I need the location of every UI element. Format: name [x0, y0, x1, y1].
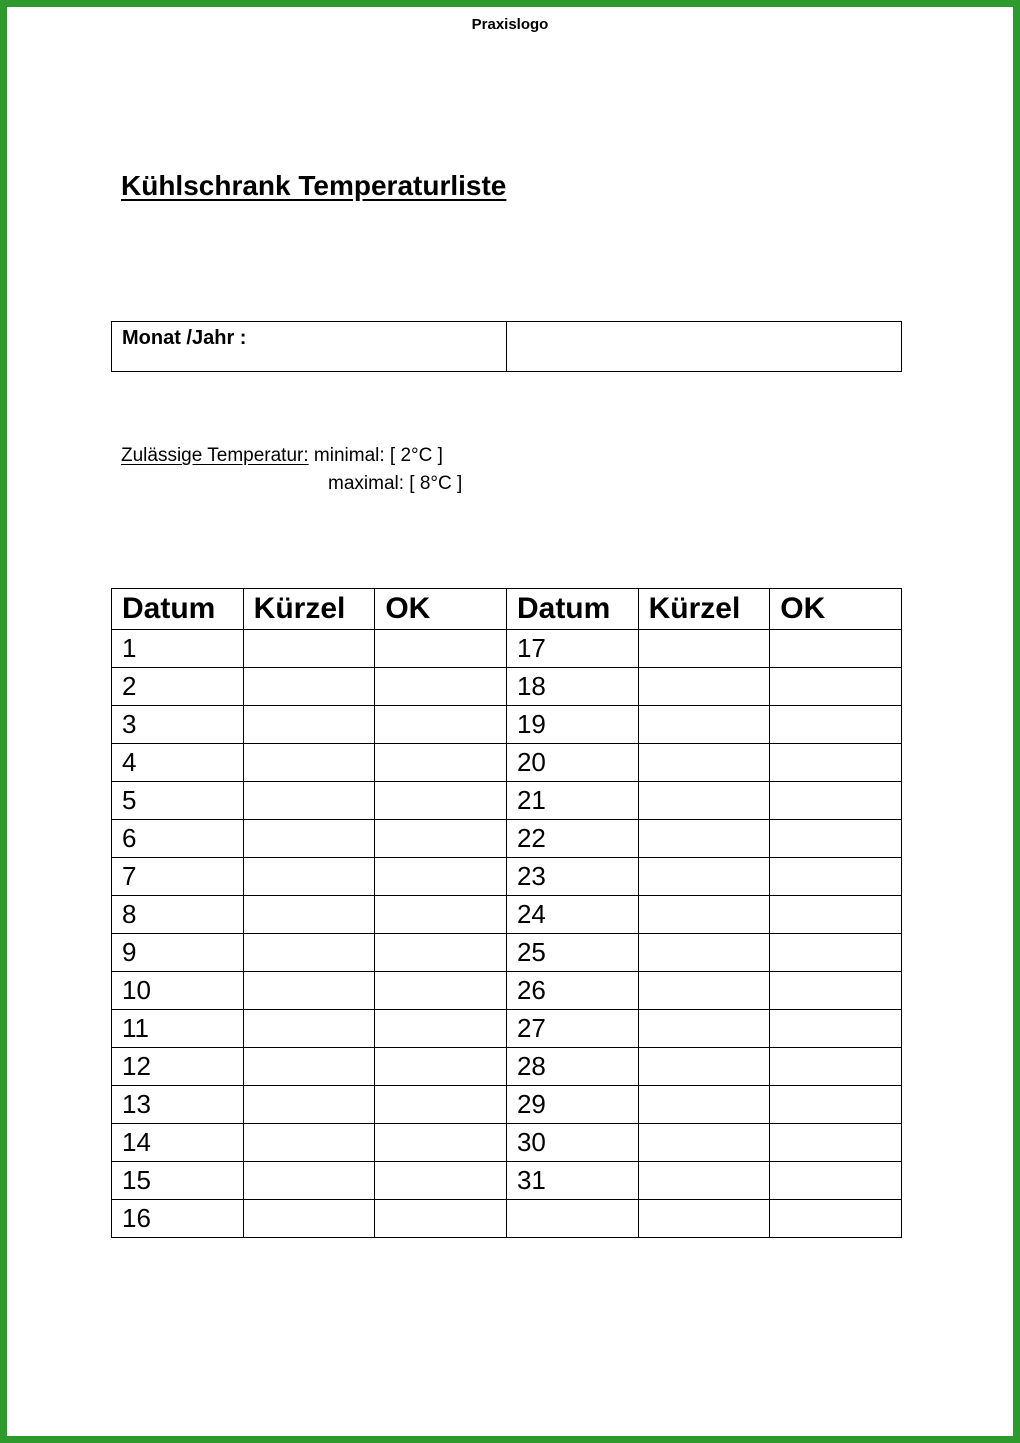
initials-cell-right[interactable]: [638, 706, 770, 744]
ok-cell-right[interactable]: [770, 668, 902, 706]
initials-cell-left[interactable]: [243, 630, 375, 668]
ok-cell-left[interactable]: [375, 820, 507, 858]
table-row: [112, 1048, 902, 1086]
column-header-ok-left: OK: [375, 589, 507, 630]
day-cell-right: 22: [506, 820, 638, 858]
allowed-temperature-block: [121, 442, 462, 498]
ok-cell-right[interactable]: [770, 1124, 902, 1162]
day-cell-right: 21: [506, 782, 638, 820]
day-cell-left: 15: [112, 1162, 244, 1200]
ok-cell-left[interactable]: [375, 782, 507, 820]
ok-cell-left[interactable]: [375, 858, 507, 896]
table-row: [112, 858, 902, 896]
column-header-ok-right: OK: [770, 589, 902, 630]
table-row: [112, 782, 902, 820]
ok-cell-left[interactable]: [375, 1010, 507, 1048]
initials-cell-right[interactable]: [638, 1010, 770, 1048]
ok-cell-right[interactable]: [770, 896, 902, 934]
ok-cell-right[interactable]: [770, 858, 902, 896]
table-row: [112, 896, 902, 934]
ok-cell-right[interactable]: [770, 820, 902, 858]
temperature-log-table: [111, 588, 902, 1238]
ok-cell-left[interactable]: [375, 706, 507, 744]
day-cell-left: 1: [112, 630, 244, 668]
initials-cell-left[interactable]: [243, 1010, 375, 1048]
day-cell-right: 25: [506, 934, 638, 972]
column-header-initials-left: Kürzel: [243, 589, 375, 630]
ok-cell-left[interactable]: [375, 630, 507, 668]
month-year-table: [111, 321, 902, 372]
day-cell-right: 30: [506, 1124, 638, 1162]
table-row: [112, 972, 902, 1010]
ok-cell-right[interactable]: [770, 706, 902, 744]
day-cell-right: 24: [506, 896, 638, 934]
initials-cell-left[interactable]: [243, 934, 375, 972]
ok-cell-left[interactable]: [375, 972, 507, 1010]
day-cell-right: 27: [506, 1010, 638, 1048]
day-cell-right: 28: [506, 1048, 638, 1086]
initials-cell-left[interactable]: [243, 1124, 375, 1162]
day-cell-left: 12: [112, 1048, 244, 1086]
ok-cell-left[interactable]: [375, 744, 507, 782]
initials-cell-left[interactable]: [243, 706, 375, 744]
day-cell-left: 4: [112, 744, 244, 782]
initials-cell-right[interactable]: [638, 1200, 770, 1238]
day-cell-left: 5: [112, 782, 244, 820]
ok-cell-left[interactable]: [375, 668, 507, 706]
table-body: [112, 630, 902, 1238]
initials-cell-left[interactable]: [243, 972, 375, 1010]
day-cell-left: 2: [112, 668, 244, 706]
day-cell-left: 3: [112, 706, 244, 744]
month-year-field[interactable]: [507, 322, 902, 372]
day-cell-right: 17: [506, 630, 638, 668]
day-cell-right: 29: [506, 1086, 638, 1124]
initials-cell-right[interactable]: [638, 782, 770, 820]
ok-cell-left[interactable]: [375, 1086, 507, 1124]
temperature-row-min: [121, 442, 462, 470]
ok-cell-left[interactable]: [375, 934, 507, 972]
initials-cell-left[interactable]: [243, 782, 375, 820]
ok-cell-right[interactable]: [770, 1162, 902, 1200]
table-row: [112, 1162, 902, 1200]
day-cell-right: 19: [506, 706, 638, 744]
table-row: [112, 1124, 902, 1162]
table-row: [112, 668, 902, 706]
ok-cell-left[interactable]: [375, 1124, 507, 1162]
initials-cell-right[interactable]: [638, 630, 770, 668]
initials-cell-right[interactable]: [638, 1048, 770, 1086]
initials-cell-right[interactable]: [638, 744, 770, 782]
column-header-date-left: Datum: [112, 589, 244, 630]
table-row: [112, 630, 902, 668]
ok-cell-right[interactable]: [770, 1086, 902, 1124]
ok-cell-left[interactable]: [375, 1162, 507, 1200]
day-cell-right: [506, 1200, 638, 1238]
initials-cell-left[interactable]: [243, 744, 375, 782]
initials-cell-right[interactable]: [638, 896, 770, 934]
day-cell-left: 16: [112, 1200, 244, 1238]
table-row: [112, 706, 902, 744]
table-row: [112, 1086, 902, 1124]
ok-cell-right[interactable]: [770, 630, 902, 668]
day-cell-left: 10: [112, 972, 244, 1010]
initials-cell-left[interactable]: [243, 668, 375, 706]
day-cell-left: 11: [112, 1010, 244, 1048]
ok-cell-right[interactable]: [770, 934, 902, 972]
initials-cell-right[interactable]: [638, 934, 770, 972]
initials-cell-right[interactable]: [638, 1086, 770, 1124]
table-row: [112, 1200, 902, 1238]
column-header-date-right: Datum: [506, 589, 638, 630]
initials-cell-right[interactable]: [638, 1162, 770, 1200]
table-row: [112, 934, 902, 972]
day-cell-left: 8: [112, 896, 244, 934]
initials-cell-left[interactable]: [243, 1162, 375, 1200]
initials-cell-left[interactable]: [243, 1048, 375, 1086]
table-row: [112, 820, 902, 858]
day-cell-right: 31: [506, 1162, 638, 1200]
table-header-row: [112, 589, 902, 630]
max-temperature: maximal: [ 8°C ]: [328, 473, 463, 494]
day-cell-right: 18: [506, 668, 638, 706]
table-row: [112, 1010, 902, 1048]
day-cell-left: 6: [112, 820, 244, 858]
day-cell-right: 26: [506, 972, 638, 1010]
min-temperature: minimal: [ 2°C ]: [313, 445, 443, 466]
day-cell-left: 14: [112, 1124, 244, 1162]
initials-cell-right[interactable]: [638, 668, 770, 706]
practice-logo-placeholder: Praxislogo: [471, 16, 549, 33]
ok-cell-right[interactable]: [770, 1200, 902, 1238]
initials-cell-right[interactable]: [638, 972, 770, 1010]
page-title: Kühlschrank Temperaturliste: [121, 170, 507, 201]
ok-cell-right[interactable]: [770, 1010, 902, 1048]
initials-cell-left[interactable]: [243, 858, 375, 896]
ok-cell-right[interactable]: [770, 782, 902, 820]
initials-cell-left[interactable]: [243, 820, 375, 858]
day-cell-left: 7: [112, 858, 244, 896]
ok-cell-left[interactable]: [375, 1048, 507, 1086]
day-cell-right: 23: [506, 858, 638, 896]
month-year-label: Monat /Jahr :: [112, 322, 507, 372]
ok-cell-right[interactable]: [770, 1048, 902, 1086]
day-cell-left: 13: [112, 1086, 244, 1124]
ok-cell-left[interactable]: [375, 896, 507, 934]
initials-cell-right[interactable]: [638, 858, 770, 896]
ok-cell-right[interactable]: [770, 972, 902, 1010]
day-cell-left: 9: [112, 934, 244, 972]
initials-cell-left[interactable]: [243, 1200, 375, 1238]
initials-cell-left[interactable]: [243, 896, 375, 934]
temperature-row-max: [121, 470, 462, 498]
ok-cell-left[interactable]: [375, 1200, 507, 1238]
day-cell-right: 20: [506, 744, 638, 782]
initials-cell-left[interactable]: [243, 1086, 375, 1124]
initials-cell-right[interactable]: [638, 820, 770, 858]
initials-cell-right[interactable]: [638, 1124, 770, 1162]
column-header-initials-right: Kürzel: [638, 589, 770, 630]
allowed-temperature-label: Zulässige Temperatur:: [121, 445, 309, 466]
table-row: [112, 744, 902, 782]
ok-cell-right[interactable]: [770, 744, 902, 782]
